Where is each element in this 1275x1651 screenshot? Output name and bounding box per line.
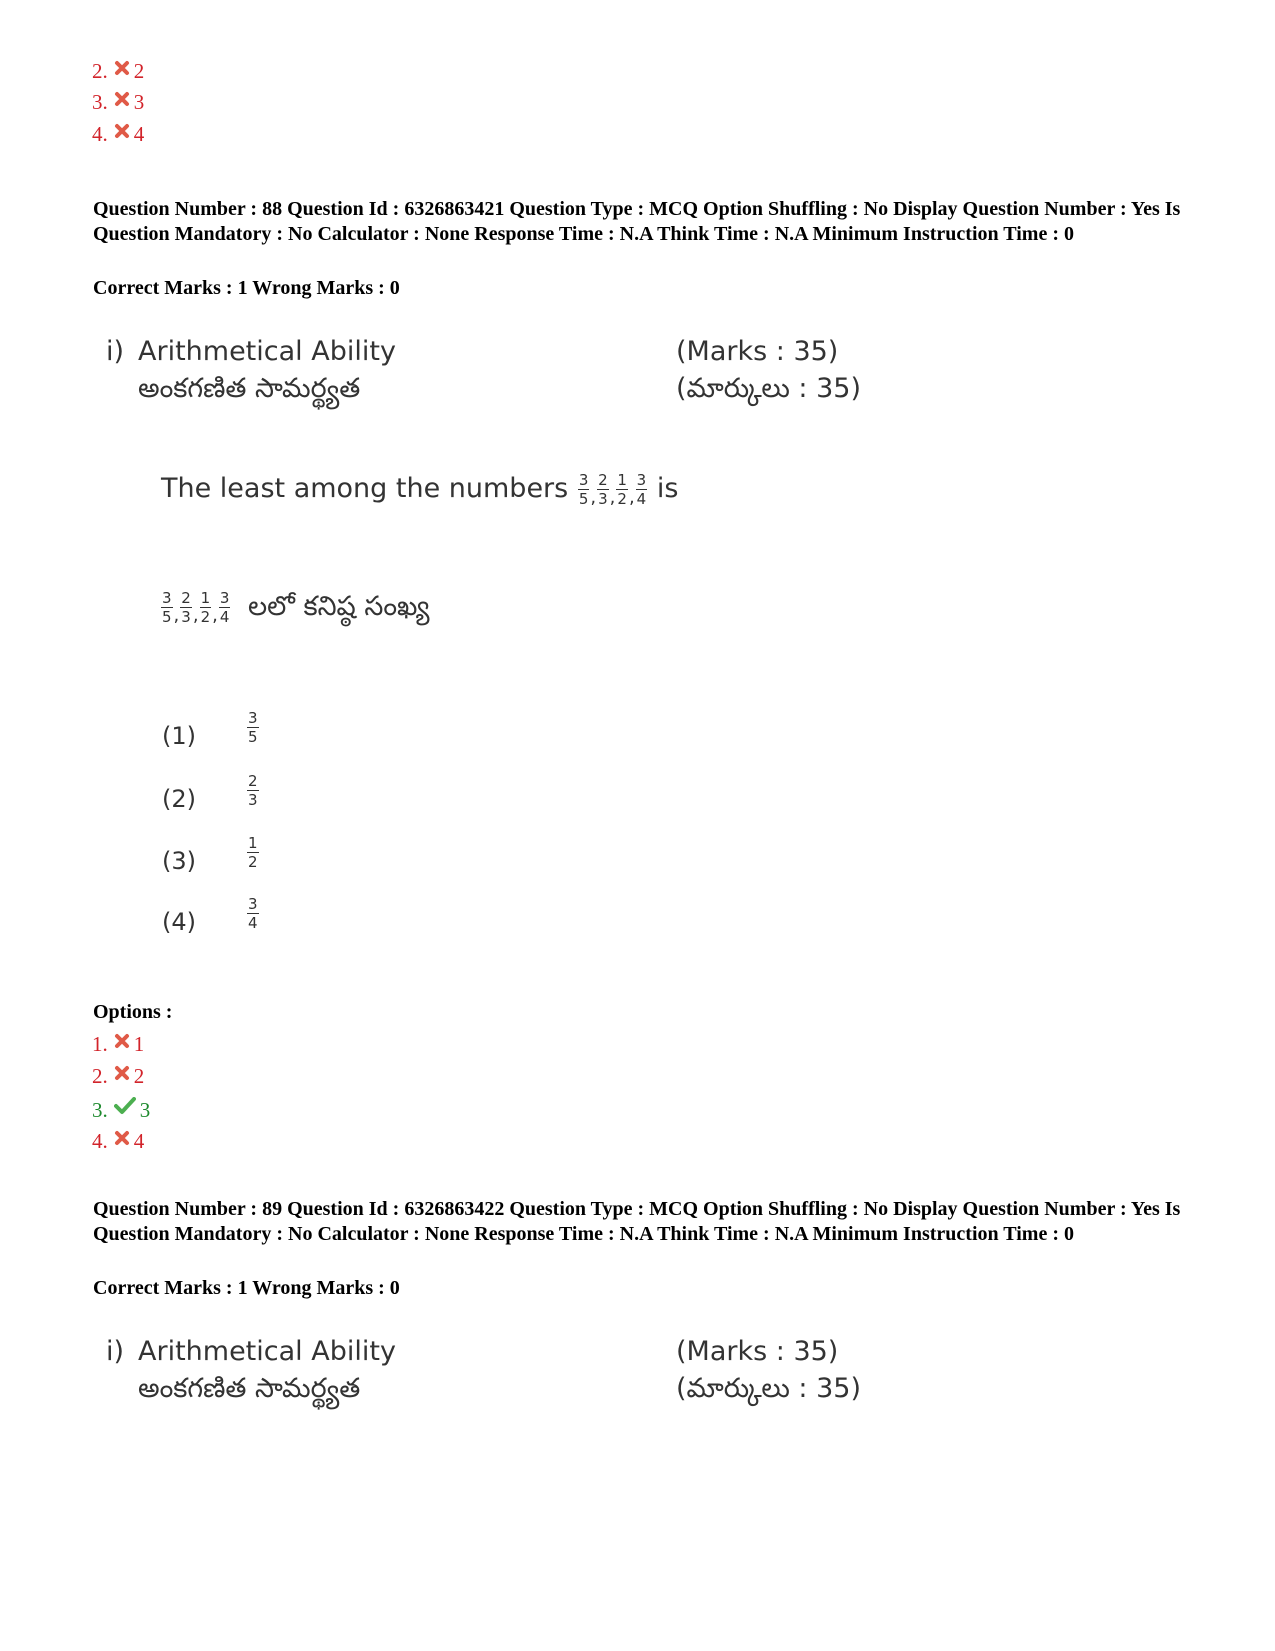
fraction: $\frac{3}{5}$: [162, 589, 172, 626]
cross-icon: [114, 60, 130, 76]
question-marks: Correct Marks : 1 Wrong Marks : 0: [93, 1277, 400, 1299]
section-title-te: అంకగణిత సామర్థ్యత: [138, 373, 361, 404]
answer-choice: (3) $\frac{1}{2}$: [162, 834, 258, 875]
section-title-te: అంకగణిత సామర్థ్యత: [138, 1373, 361, 1404]
cross-icon: [114, 91, 130, 107]
answer-choice: (4) $\frac{3}{4}$: [162, 895, 258, 936]
answer-choice: (1) $\frac{3}{5}$: [162, 709, 258, 750]
option-row: 4. 4: [92, 1129, 145, 1153]
section-title-en: Arithmetical Ability: [138, 1336, 396, 1367]
fraction: $\frac{1}{2}$: [200, 589, 211, 626]
option-row-correct: 3. 3: [92, 1098, 151, 1122]
section-marks-en: (Marks : 35): [676, 1336, 839, 1367]
answer-choice: (2) $\frac{2}{3}$: [162, 772, 258, 813]
option-row: 4. 4: [92, 122, 145, 146]
fraction: $\frac{1}{2}$: [248, 834, 258, 871]
section-marks-te: (మార్కులు : 35): [676, 373, 861, 404]
fraction: $\frac{3}{5}$: [578, 471, 589, 508]
section-prefix: i): [106, 1336, 125, 1367]
fraction: $\frac{2}{3}$: [248, 772, 258, 809]
option-row: 2. 2: [92, 1064, 145, 1088]
fraction: $\frac{3}{4}$: [636, 471, 647, 508]
cross-icon: [114, 123, 130, 139]
options-label: Options :: [93, 1001, 173, 1023]
fraction: $\frac{3}{4}$: [219, 589, 230, 626]
fraction: $\frac{1}{2}$: [617, 471, 627, 508]
question-text-en: The least among the numbers $\frac{3}{5}$ $_,$ $\frac{2}{3}$ $_,$ $\frac{1}{2}$ $_,$ $\frac{3}{4}$ is: [161, 471, 679, 508]
fraction: $\frac{3}{5}$: [248, 709, 258, 746]
question-text-te: $\frac{3}{5}$ $_,$ $\frac{2}{3}$ $_,$ $\frac{1}{2}$ $_,$ $\frac{3}{4}$ లలో కనిష్ఠ సంఖ్య: [162, 589, 430, 626]
question-meta: Question Number : 89 Question Id : 6326863422 Question Type : MCQ Option Shuffling : No Display Question Number : Yes Is Question Mandatory : No Calculator : None Response Time : N.A Think Time : N.A Minimum Instruction Time : 0: [93, 1198, 1181, 1245]
option-row: 2. 2: [92, 59, 145, 83]
cross-icon: [114, 1065, 130, 1081]
check-icon: [114, 1097, 136, 1115]
question-marks: Correct Marks : 1 Wrong Marks : 0: [93, 277, 400, 299]
fraction: $\frac{2}{3}$: [181, 589, 191, 626]
question-meta: Question Number : 88 Question Id : 6326863421 Question Type : MCQ Option Shuffling : No Display Question Number : Yes Is Question Mandatory : No Calculator : None Response Time : N.A Think Time : N.A Minimum Instruction Time : 0: [93, 198, 1181, 245]
option-row: 1. 1: [92, 1032, 145, 1056]
section-marks-te: (మార్కులు : 35): [676, 1373, 861, 1404]
fraction: $\frac{2}{3}$: [598, 471, 608, 508]
section-prefix: i): [106, 336, 125, 367]
section-title-en: Arithmetical Ability: [138, 336, 396, 367]
section-marks-en: (Marks : 35): [676, 336, 839, 367]
option-row: 3. 3: [92, 90, 145, 114]
cross-icon: [114, 1033, 130, 1049]
cross-icon: [114, 1130, 130, 1146]
fraction: $\frac{3}{4}$: [248, 895, 258, 932]
